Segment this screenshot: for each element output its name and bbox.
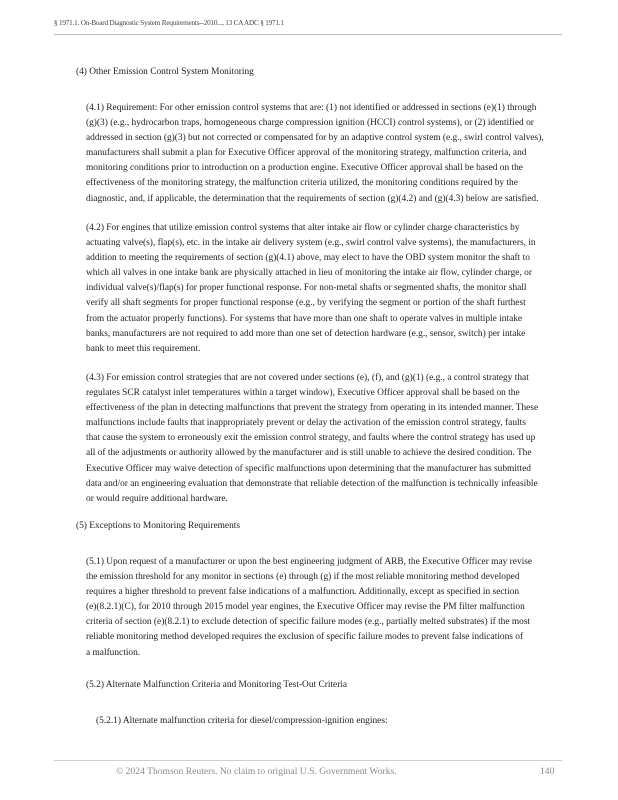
text-line: monitoring conditions prior to introduction on a production engine. Executive Officer approval shall be based on the [86,163,523,174]
page-number: 140 [540,766,555,777]
text-line: addressed in section (g)(3) but not corrected or compensated for by an adaptive control system (e.g., swirl control valves), [86,133,544,144]
subsection-heading-5-2: (5.2) Alternate Malfunction Criteria and Monitoring Test-Out Criteria [86,680,348,690]
subsection-heading-5-2-1: (5.2.1) Alternate malfunction criteria for diesel/compression-ignition engines: [96,716,388,726]
text-line: requires a higher threshold to prevent false indications of a malfunction. Additionally, except as specified in section [86,587,520,598]
text-line: diagnostic, and, if applicable, the determination that the requirements of section (g)(4.2) and (g)(4.3) below are satisfied. [86,193,539,204]
text-line: bank to meet this requirement. [86,343,201,354]
text-line: which all valves in one intake bank are physically attached in lieu of monitoring the intake air flow, cylinder charge, or [86,268,532,279]
footer-divider [54,760,562,761]
text-line: (4.2) For engines that utilize emission control systems that alter intake air flow or cylinder charge characteristics by [86,223,520,233]
text-line: all of the adjustments or authority allowed by the manufacturer and is still unable to achieve the desired condition. The [86,448,532,459]
text-line: regulates SCR catalyst inlet temperatures within a target window), Executive Officer approval shall be based on the [86,388,520,399]
text-line: manufacturers shall submit a plan for Executive Officer approval of the monitoring strategy, malfunction criteria, and [86,148,527,159]
copyright-notice: © 2024 Thomson Reuters. No claim to original U.S. Government Works. [116,766,397,777]
section-heading-5: (5) Exceptions to Monitoring Requirements [76,521,241,531]
text-line: from the actuator properly functions). For systems that have more than one shaft to operate valves in multiple intake [86,313,523,324]
paragraph-4-2 [86,221,576,357]
header-divider [54,34,562,35]
text-line: effectiveness of the monitoring strategy, the malfunction criteria utilized, the monitoring conditions required by the [86,178,518,189]
text-line: (e)(8.2.1)(C), for 2010 through 2015 model year engines, the Executive Officer may revise the PM filter malfunction [86,602,525,613]
text-line: that cause the system to erroneously exit the emission control strategy, and faults where the control strategy has used up [86,433,536,444]
paragraph-5-1 [86,555,576,661]
text-line: (g)(3) (e.g., hydrocarbon traps, homogeneous charge compression ignition (HCCI) control systems), or (2) identified or [86,118,534,129]
text-line: individual valve(s)/flap(s) for proper functional response. For non-metal shafts or segmented shafts, the monitor shall [86,283,527,294]
paragraph-4-3 [86,371,576,507]
text-line: verify all shaft segments for proper functional response (e.g., by verifying the segment or portion of the shaft furthest [86,298,526,309]
text-line: Executive Officer may waive detection of specific malfunctions upon determining that the manufacturer has submitted [86,463,531,474]
text-line: data and/or an engineering evaluation that demonstrate that reliable detection of the malfunction is technically infeasible [86,478,538,489]
text-line: a malfunction. [86,647,141,658]
paragraph-4-1 [86,101,576,207]
section-heading-4: (4) Other Emission Control System Monitoring [76,67,254,77]
text-line: criteria of section (e)(8.2.1) to exclude detection of specific failure modes (e.g., partially melted substrates) if the most [86,617,531,628]
text-line: banks, manufacturers are not required to add more than one set of detection hardware (e.g., sensor, switch) per intake [86,328,526,339]
text-line: (5.1) Upon request of a manufacturer or upon the best engineering judgment of ARB, the Executive Officer may revise [86,557,533,567]
text-line: the emission threshold for any monitor in sections (e) through (g) if the most reliable monitoring method developed [86,572,520,583]
text-line: effectiveness of the plan in detecting malfunctions that prevent the strategy from operating in its intended manner. These [86,403,539,414]
text-line: addition to meeting the requirements of section (g)(4.1) above, may elect to have the OBD system monitor the shaft to [86,253,530,264]
running-header: § 1971.1. On-Board Diagnostic System Requirements--2010..., 13 CA ADC § 1971.1 [54,19,284,27]
text-line: reliable monitoring method developed requires the exclusion of specific failure modes to prevent false indications of [86,632,524,643]
text-line: actuating valve(s), flap(s), etc. in the intake air delivery system (e.g., swirl control valve systems), the manufacturers, in [86,238,536,249]
text-line: or would require additional hardware. [86,493,228,504]
text-line: malfunctions include faults that inappropriately prevent or delay the activation of the emission control strategy, faults [86,418,526,429]
text-line: (4.3) For emission control strategies that are not covered under sections (e), (f), and (g)(1) (e.g., a control strategy that [86,373,529,383]
text-line: (4.1) Requirement: For other emission control systems that are: (1) not identified or addressed in sections (e)(1) through [86,103,537,113]
